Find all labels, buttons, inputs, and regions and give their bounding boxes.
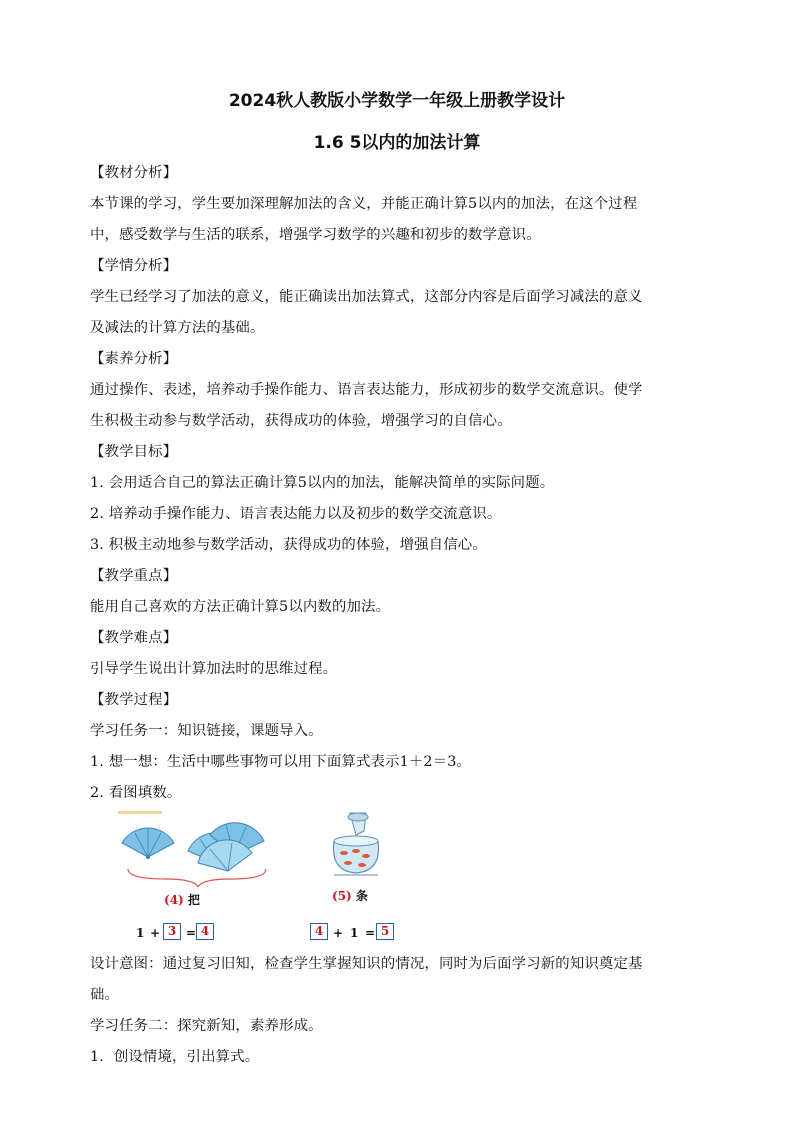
section-heading-student: 【学情分析】 [90, 258, 178, 274]
right-eq-equals: = [365, 926, 376, 940]
task-2-item-1: 1．创设情境，引出算式。 [90, 1049, 260, 1065]
section-heading-key-point: 【教学重点】 [90, 568, 178, 584]
goal-item-1: 1. 会用适合自己的算法正确计算5以内的加法，能解决简单的实际问题。 [90, 475, 555, 491]
document-body [90, 158, 706, 1073]
paragraph-key-point: 能用自己喜欢的方法正确计算5以内数的加法。 [90, 599, 391, 615]
paragraph-difficulty: 引导学生说出计算加法时的思维过程。 [90, 661, 338, 677]
design-intent-1: 设计意图：通过复习旧知，检查学生掌握知识的情况，同时为后面学习新的知识奠定基 [90, 956, 643, 972]
paragraph-material-1: 本节课的学习，学生要加深理解加法的含义，并能正确计算5以内的加法，在这个过程 [90, 196, 638, 212]
right-eq-a-box: 4 [310, 923, 328, 940]
section-heading-literacy: 【素养分析】 [90, 351, 178, 367]
paren-open: ( [164, 893, 170, 907]
paragraph-material-2: 中，感受数学与生活的联系，增强学习数学的兴趣和初步的数学意识。 [90, 227, 541, 243]
left-eq-equals: = [186, 926, 197, 940]
task-1-heading: 学习任务一：知识链接，课题导入。 [90, 723, 323, 739]
left-eq-b-box: 3 [163, 923, 181, 940]
section-heading-process: 【教学过程】 [90, 692, 178, 708]
left-count-answer: 4 [169, 893, 179, 907]
fan-icon [122, 828, 174, 859]
left-eq-a: 1 [136, 926, 145, 940]
left-eq-plus: + [150, 926, 161, 940]
goal-item-3: 3. 积极主动地参与数学活动，获得成功的体验，增强自信心。 [90, 537, 487, 553]
paren-close: ) [178, 893, 184, 907]
section-heading-material: 【教材分析】 [90, 165, 178, 181]
paragraph-student-2: 及减法的计算方法的基础。 [90, 320, 265, 336]
section-heading-goals: 【教学目标】 [90, 444, 178, 460]
paren-close: ) [346, 889, 352, 903]
paren-open: ( [332, 889, 338, 903]
paragraph-literacy-2: 生积极主动参与数学活动，获得成功的体验，增强学习的自信心。 [90, 413, 512, 429]
fishbowl-illustration [326, 811, 386, 881]
lesson-title: 1.6 5以内的加法计算 [313, 133, 481, 153]
paragraph-student-1: 学生已经学习了加法的意义，能正确读出加法算式，这部分内容是后面学习减法的意义 [90, 289, 643, 305]
left-count-unit: 把 [187, 893, 200, 907]
right-count-label [332, 887, 368, 904]
goal-item-2: 2. 培养动手操作能力、语言表达能力以及初步的数学交流意识。 [90, 506, 502, 522]
section-heading-difficulty: 【教学难点】 [90, 630, 178, 646]
left-eq-sum-box: 4 [196, 923, 214, 940]
task-1-item-2: 2. 看图填数。 [90, 785, 182, 801]
right-count-answer: 5 [337, 889, 347, 903]
right-count-unit: 条 [355, 889, 368, 903]
design-intent-2: 础。 [90, 987, 120, 1003]
document-title: 2024秋人教版小学数学一年级上册教学设计 [228, 91, 566, 111]
right-eq-plus: + [333, 926, 344, 940]
right-eq-b: 1 [350, 926, 359, 940]
left-count-label [164, 891, 200, 908]
exercise-figure [90, 809, 706, 949]
fans-illustration [116, 809, 286, 887]
paragraph-literacy-1: 通过操作、表述，培养动手操作能力、语言表达能力，形成初步的数学交流意识。使学 [90, 382, 643, 398]
fan-shadow-bar [118, 811, 162, 814]
task-1-item-1: 1. 想一想：生活中哪些事物可以用下面算式表示1＋2＝3。 [90, 754, 472, 770]
bracket-shape [128, 869, 266, 887]
right-eq-sum-box: 5 [376, 923, 394, 940]
task-2-heading: 学习任务二：探究新知，素养形成。 [90, 1018, 323, 1034]
